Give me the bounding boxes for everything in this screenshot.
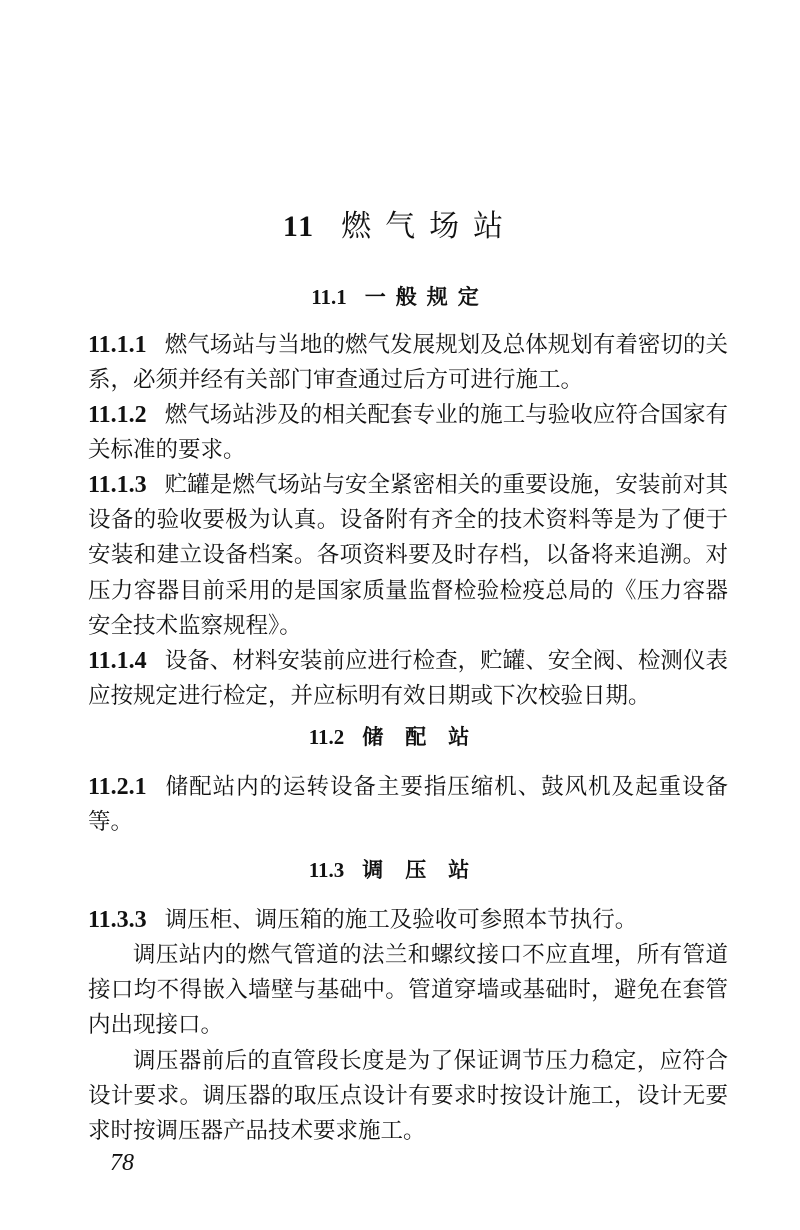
chapter-number: 11 [282, 210, 316, 243]
section-number: 11.3 [308, 858, 345, 882]
clause-11-1-4 [88, 644, 728, 714]
section-title-11-1 [0, 282, 800, 312]
clause-text: 燃气场站与当地的燃气发展规划及总体规划有着密切的关系，必须并经有关部门审查通过后方可进行施工。 [88, 332, 728, 394]
clause-text: 贮罐是燃气场站与安全紧密相关的重要设施，安装前对其设备的验收要极为认真。设备附有齐全的技术资料等是为了便于安装和建立设备档案。各项资料要及时存档，以备将来追溯。对压力容器目前采用的是国家质量监督检验检疫总局的《压力容器安全技术监察规程》。 [88, 472, 728, 639]
clause-11-1-2 [88, 398, 728, 468]
clause-text: 燃气场站涉及的相关配套专业的施工与验收应符合国家有关标准的要求。 [88, 402, 728, 464]
section-number: 11.2 [308, 725, 345, 749]
section-number: 11.1 [311, 285, 347, 309]
clause-text: 设备、材料安装前应进行检查，贮罐、安全阀、检测仪表应按规定进行检定，并应标明有效日期或下次校验日期。 [88, 648, 728, 710]
clause-number: 11.2.1 [88, 774, 147, 800]
clause-number: 11.1.2 [88, 402, 147, 428]
clause-number: 11.1.3 [88, 472, 147, 498]
chapter-title-text: 燃气场站 [341, 209, 518, 244]
section-title-11-2 [0, 722, 800, 752]
clause-11-2-1 [88, 770, 728, 840]
clause-number: 11.1.4 [88, 648, 147, 674]
clause-number: 11.1.1 [88, 332, 147, 358]
clause-11-3-3 [88, 903, 728, 938]
section-title-11-3 [0, 855, 800, 885]
clause-11-1-3 [88, 468, 728, 644]
page-number: 78 [110, 1150, 134, 1176]
clause-text: 调压柜、调压箱的施工及验收可参照本节执行。 [164, 907, 638, 933]
clause-number: 11.3.3 [88, 907, 147, 933]
paragraph-pipe-joints: 调压站内的燃气管道的法兰和螺纹接口不应直埋，所有管道接口均不得嵌入墙壁与基础中。管道穿墙或基础时，避免在套管内出现接口。 [88, 942, 728, 1039]
chapter-title [0, 205, 800, 249]
section-title-text: 一般规定 [364, 285, 489, 309]
section-title-text: 储配站 [362, 725, 492, 749]
paragraph-regulator: 调压器前后的直管段长度是为了保证调节压力稳定，应符合设计要求。调压器的取压点设计有要求时按设计施工，设计无要求时按调压器产品技术要求施工。 [88, 1048, 728, 1145]
clause-11-1-1 [88, 328, 728, 398]
clause-text: 储配站内的运转设备主要指压缩机、鼓风机及起重设备等。 [88, 774, 728, 836]
section-title-text: 调压站 [362, 858, 492, 882]
